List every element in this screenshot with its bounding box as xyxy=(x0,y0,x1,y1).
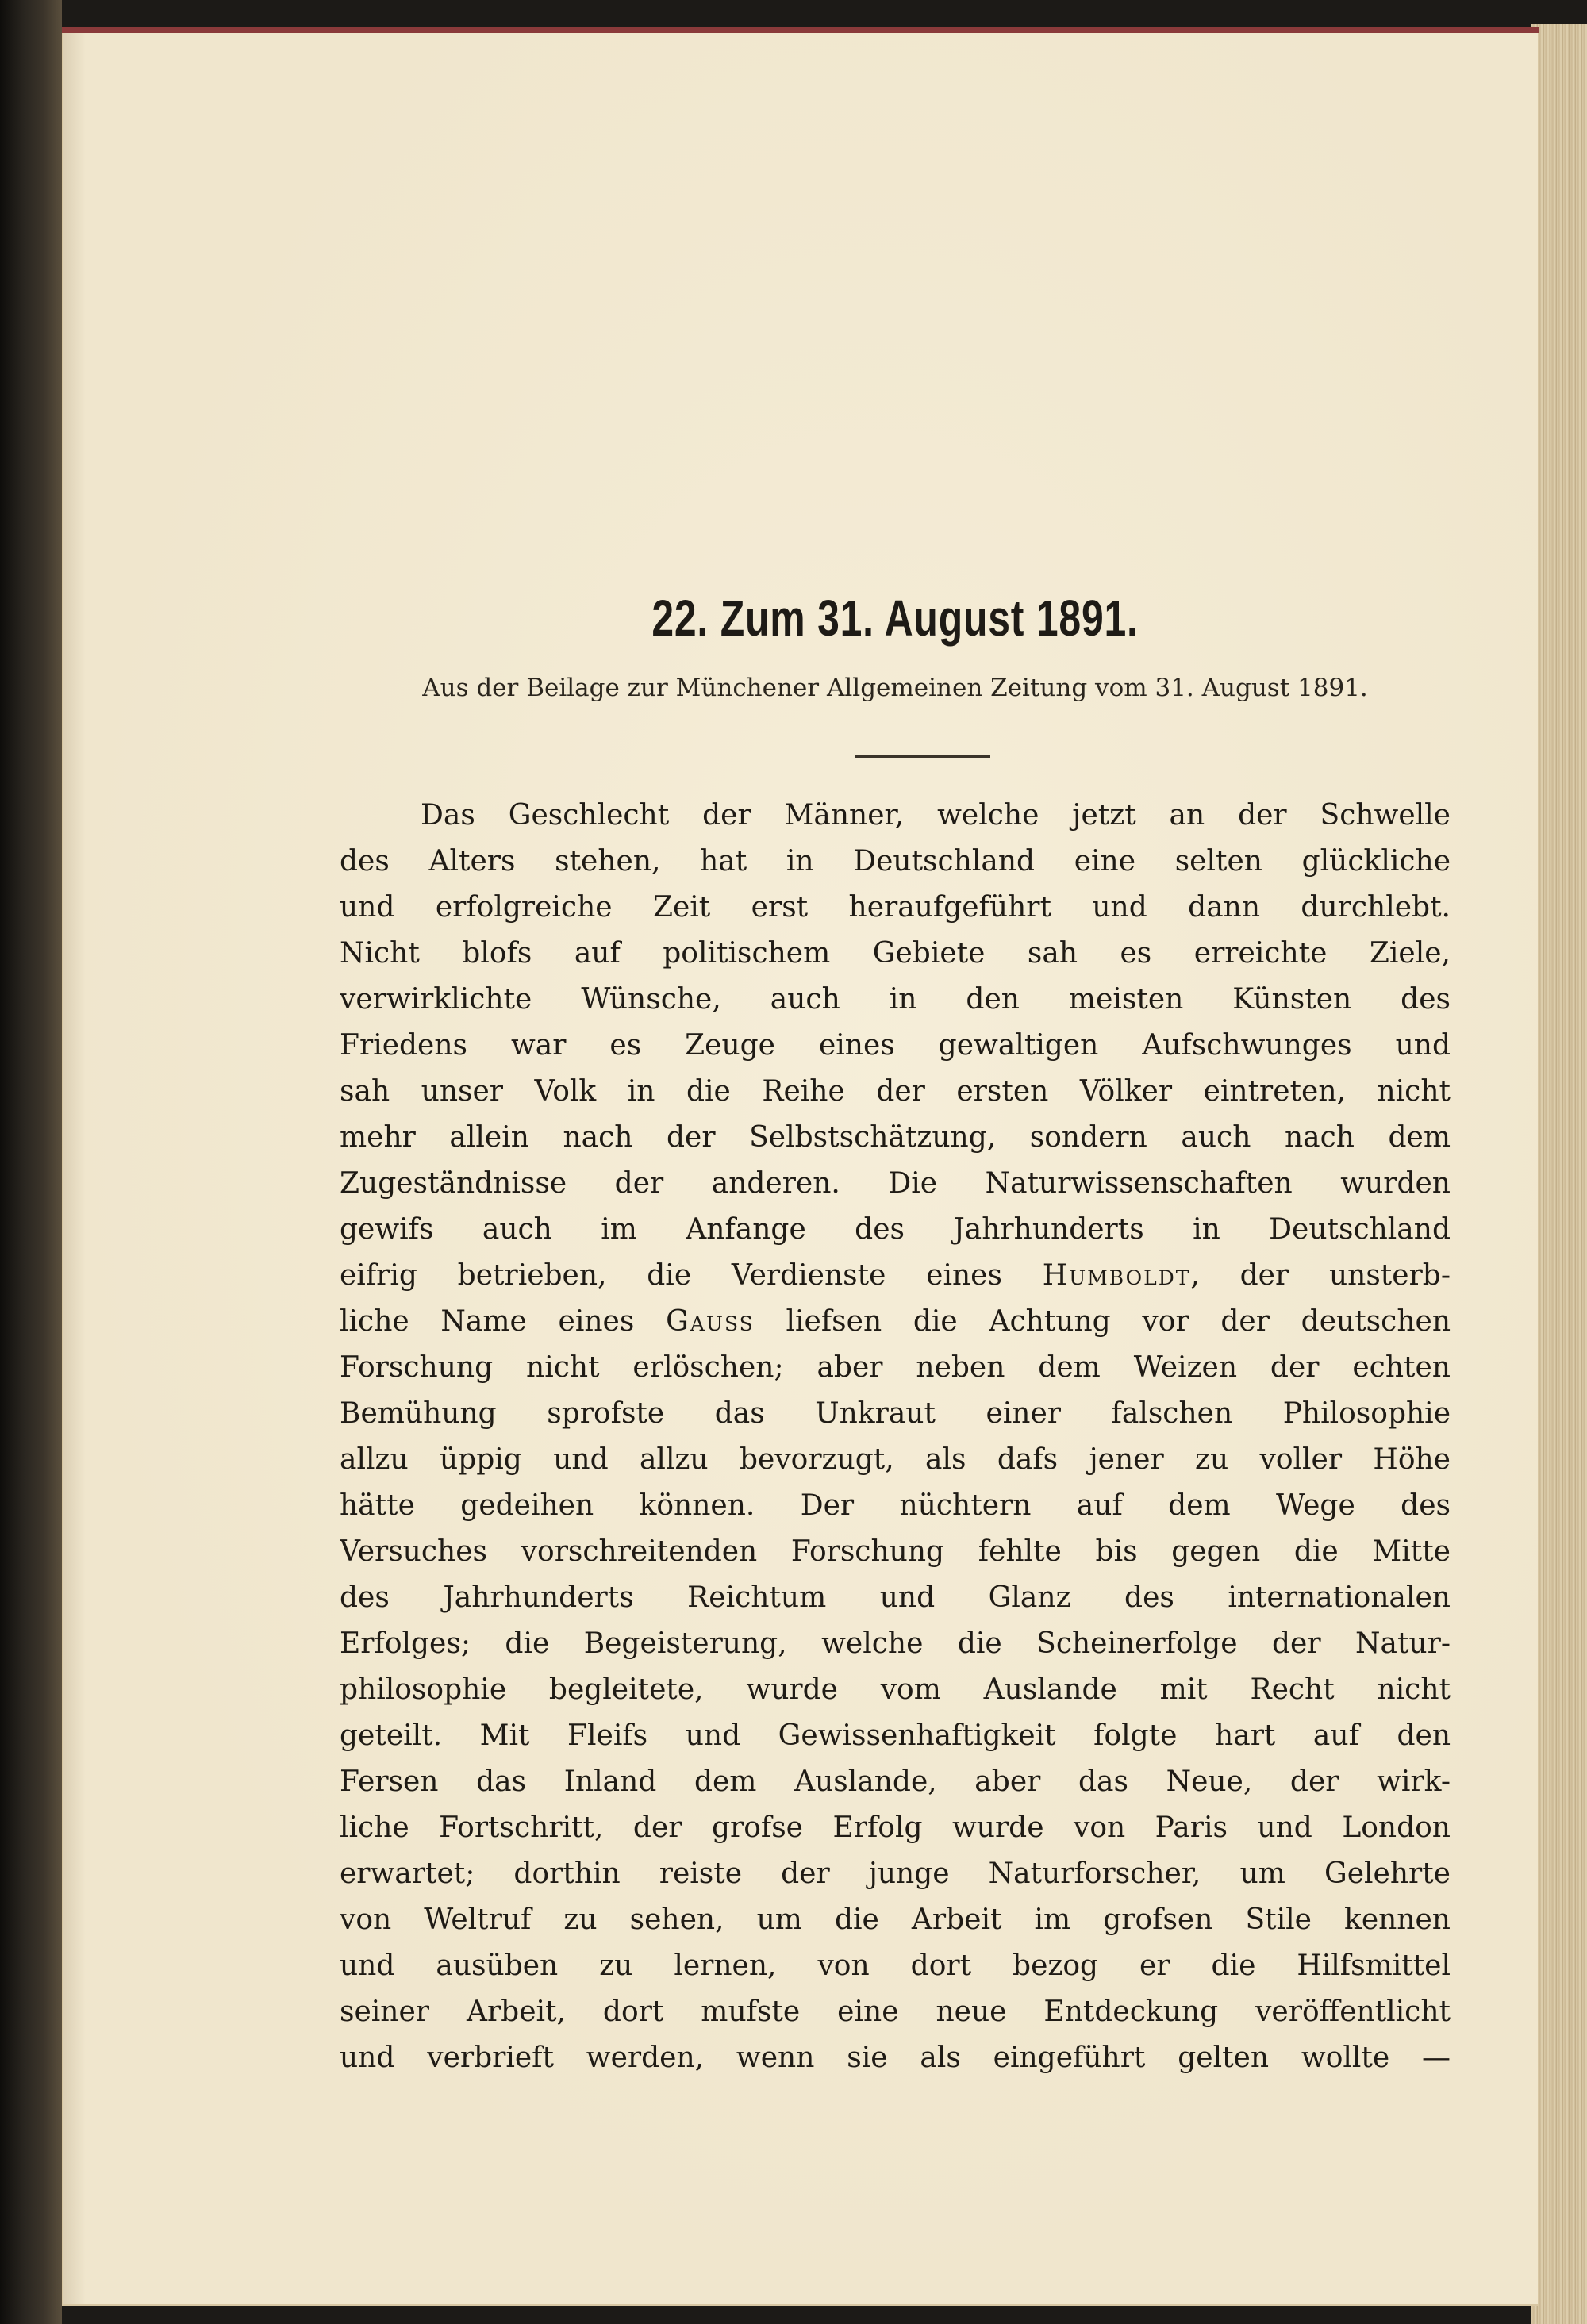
text-segment: Das Geschlecht der Männer, welche jetzt an der Schwelle xyxy=(421,799,1451,832)
text-line xyxy=(340,2035,1451,2081)
page-edges xyxy=(1531,24,1587,2324)
text-segment: Bemühung sprofste das Unkraut einer falschen Philosophie xyxy=(340,1397,1451,1430)
text-segment: von Weltruf zu sehen, um die Arbeit im grofsen Stile kennen xyxy=(340,1903,1451,1936)
small-caps-name: Humboldt xyxy=(1042,1259,1191,1292)
text-line xyxy=(340,1207,1451,1253)
text-segment: allzu üppig und allzu bevorzugt, als dafs jener zu voller Höhe xyxy=(340,1443,1451,1476)
text-segment: Zugeständnisse der anderen. Die Naturwissenschaften wurden xyxy=(340,1167,1451,1200)
text-segment: liche Fortschritt, der grofse Erfolg wurde von Paris und London xyxy=(340,1811,1451,1844)
text-line xyxy=(340,1069,1451,1115)
text-segment: geteilt. Mit Fleifs und Gewissenhaftigkeit folgte hart auf den xyxy=(340,1719,1451,1752)
text-segment: Erfolges; die Begeisterung, welche die Scheinerfolge der Natur- xyxy=(340,1627,1451,1660)
text-segment: philosophie begleitete, wurde vom Auslande mit Recht nicht xyxy=(340,1673,1451,1706)
text-line xyxy=(340,1529,1451,1575)
text-line xyxy=(340,1483,1451,1529)
text-segment: liefsen die Achtung vor der deutschen xyxy=(754,1305,1451,1338)
separator-rule xyxy=(855,755,990,758)
text-line xyxy=(340,1299,1451,1345)
chapter-heading: 22. Zum 31. August 1891. xyxy=(651,590,1139,647)
text-segment: Friedens war es Zeuge eines gewaltigen Aufschwunges und xyxy=(340,1029,1451,1062)
text-segment: Fersen das Inland dem Auslande, aber das Neue, der wirk- xyxy=(340,1765,1451,1798)
text-segment: seiner Arbeit, dort mufste eine neue Entdeckung veröffentlicht xyxy=(340,1996,1451,2028)
text-segment: Nicht blofs auf politischem Gebiete sah es erreichte Ziele, xyxy=(340,937,1451,970)
text-line xyxy=(340,839,1451,885)
text-segment: hätte gedeihen können. Der nüchtern auf dem Wege des xyxy=(340,1489,1451,1522)
text-segment: Forschung nicht erlöschen; aber neben dem Weizen der echten xyxy=(340,1351,1451,1384)
text-segment: und ausüben zu lernen, von dort bezog er die Hilfsmittel xyxy=(340,1949,1451,1982)
text-line xyxy=(340,1345,1451,1391)
text-line xyxy=(340,931,1451,977)
text-line xyxy=(340,1897,1451,1943)
top-edge-band xyxy=(62,27,1539,33)
text-line xyxy=(340,1253,1451,1299)
text-segment: mehr allein nach der Selbstschätzung, sondern auch nach dem xyxy=(340,1121,1451,1154)
text-segment: des Alters stehen, hat in Deutschland eine selten glückliche xyxy=(340,845,1451,878)
text-line xyxy=(340,1943,1451,1989)
text-line xyxy=(340,1575,1451,1621)
text-line xyxy=(340,977,1451,1023)
text-line xyxy=(340,1805,1451,1851)
text-segment: erwartet; dorthin reiste der junge Naturforscher, um Gelehrte xyxy=(340,1857,1451,1890)
text-line xyxy=(340,1989,1451,2035)
small-caps-name: Gauss xyxy=(666,1305,755,1338)
text-line xyxy=(340,1115,1451,1161)
source-note: Aus der Beilage zur Münchener Allgemeinen Zeitung vom 31. August 1891. xyxy=(422,674,1368,702)
text-segment: gewifs auch im Anfange des Jahrhunderts in Deutschland xyxy=(340,1213,1451,1246)
text-line xyxy=(340,1621,1451,1667)
text-segment: liche Name eines xyxy=(340,1305,667,1338)
body-text xyxy=(340,793,1451,2081)
text-segment: , der unsterb- xyxy=(1190,1259,1451,1292)
text-line xyxy=(340,1713,1451,1759)
text-line xyxy=(340,1759,1451,1805)
text-line xyxy=(340,1667,1451,1713)
text-line xyxy=(340,885,1451,931)
book-page xyxy=(62,27,1539,2306)
text-segment: sah unser Volk in die Reihe der ersten Völker eintreten, nicht xyxy=(340,1075,1451,1108)
text-segment: und erfolgreiche Zeit erst heraufgeführt und dann durchlebt. xyxy=(340,891,1451,924)
text-line xyxy=(340,1391,1451,1437)
text-segment: eifrig betrieben, die Verdienste eines xyxy=(340,1259,1043,1292)
text-segment: und verbrieft werden, wenn sie als eingeführt gelten wollte — xyxy=(340,2042,1451,2074)
text-line xyxy=(340,1437,1451,1483)
text-line xyxy=(340,793,1451,839)
text-segment: verwirklichte Wünsche, auch in den meisten Künsten des xyxy=(340,983,1451,1016)
text-line xyxy=(340,1023,1451,1069)
text-segment: Versuches vorschreitenden Forschung fehlte bis gegen die Mitte xyxy=(340,1535,1451,1568)
text-line xyxy=(340,1161,1451,1207)
text-line xyxy=(340,1851,1451,1897)
text-segment: des Jahrhunderts Reichtum und Glanz des internationalen xyxy=(340,1581,1451,1614)
book-binding xyxy=(0,0,62,2324)
